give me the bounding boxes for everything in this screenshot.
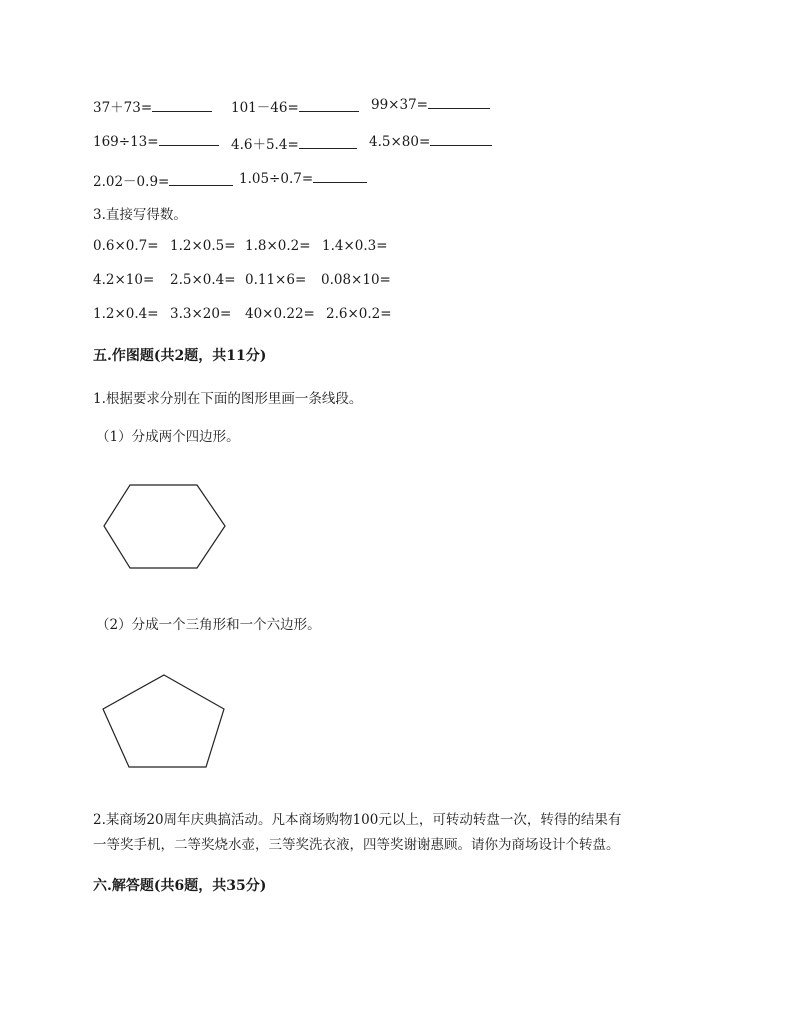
- pentagon-icon[interactable]: [100, 672, 230, 772]
- answer-blank[interactable]: [313, 170, 367, 183]
- calc-expression: 4.5×80=: [369, 134, 431, 150]
- direct-item: 2.6×0.2=: [326, 306, 392, 322]
- calc-item: [93, 133, 219, 150]
- answer-blank[interactable]: [169, 173, 233, 186]
- answer-blank[interactable]: [299, 136, 357, 149]
- section-title: 3.直接写得数。: [93, 207, 187, 223]
- direct-item: 1.4×0.3=: [322, 238, 388, 254]
- calc-item: [231, 96, 359, 116]
- direct-item: 1.2×0.4=: [93, 306, 159, 322]
- direct-item: 3.3×20=: [170, 306, 232, 322]
- answer-blank[interactable]: [430, 133, 492, 146]
- answer-blank[interactable]: [428, 96, 490, 109]
- calc-expression: 1.05÷0.7=: [239, 171, 314, 187]
- direct-item: 0.08×10=: [321, 272, 391, 288]
- calc-expression: 4.6＋5.4=: [231, 137, 299, 153]
- question-text: 1.根据要求分别在下面的图形里画一条线段。: [93, 391, 363, 407]
- direct-item: 4.2×10=: [93, 272, 155, 288]
- direct-item: 2.5×0.4=: [170, 272, 236, 288]
- calc-item: [93, 96, 212, 116]
- hexagon-icon[interactable]: [100, 482, 230, 574]
- question-part: （1）分成两个四边形。: [96, 429, 240, 445]
- calc-expression: 37＋73=: [93, 100, 153, 116]
- calc-item: [231, 133, 357, 153]
- calc-item: [371, 96, 490, 113]
- direct-item: 0.11×6=: [245, 272, 307, 288]
- question-text: 一等奖手机，二等奖烧水壶，三等奖洗衣液，四等奖谢谢惠顾。请你为商场设计个转盘。: [93, 837, 620, 853]
- calc-expression: 169÷13=: [93, 134, 159, 150]
- answer-blank[interactable]: [152, 99, 212, 112]
- calc-item: [93, 170, 233, 190]
- calc-item: [369, 133, 492, 150]
- calc-expression: 101－46=: [231, 100, 299, 116]
- question-text: 2.某商场20周年庆典搞活动。凡本商场购物100元以上，可转动转盘一次，转得的结果有: [93, 812, 622, 828]
- direct-item: 40×0.22=: [245, 306, 315, 322]
- direct-item: 1.2×0.5=: [170, 238, 236, 254]
- answer-blank[interactable]: [299, 99, 359, 112]
- calc-item: [239, 170, 367, 187]
- question-part: （2）分成一个三角形和一个六边形。: [96, 617, 321, 633]
- calc-expression: 2.02－0.9=: [93, 174, 170, 190]
- section-heading: 六.解答题(共6题，共35分): [93, 878, 267, 894]
- calc-expression: 99×37=: [371, 97, 428, 113]
- direct-item: 0.6×0.7=: [93, 238, 159, 254]
- direct-item: 1.8×0.2=: [245, 238, 311, 254]
- section-heading: 五.作图题(共2题，共11分): [93, 348, 267, 364]
- answer-blank[interactable]: [159, 133, 219, 146]
